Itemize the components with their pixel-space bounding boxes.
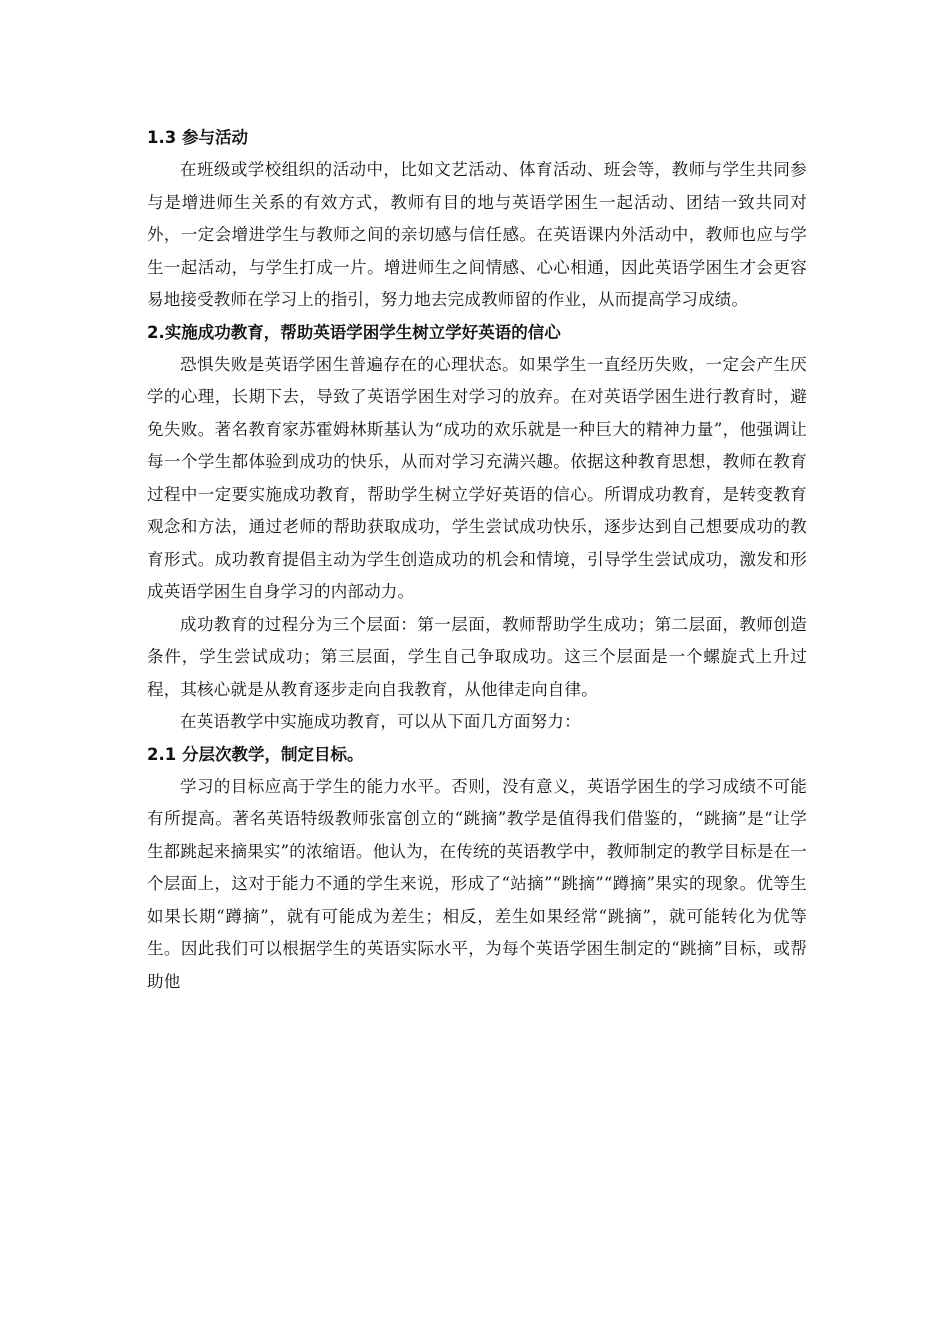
paragraph-three-levels: 成功教育的过程分为三个层面：第一层面，教师帮助学生成功；第二层面，教师创造条件，学生尝试成功；第三层面，学生自己争取成功。这三个层面是一个螺旋式上升过程，其核心就是从教育逐步走向自我教育，从他律走向自律。 [147, 614, 807, 699]
paragraph-activities: 在班级或学校组织的活动中，比如文艺活动、体育活动、班会等，教师与学生共同参与是增进师生关系的有效方式，教师有目的地与英语学困生一起活动、团结一致共同对外，一定会增进学生与教师之间的亲切感与信任感。在英语课内外活动中，教师也应与学生一起活动，与学生打成一片。增进师生之间情感、心心相通，因此英语学困生才会更容易地接受教师在学习上的指引，努力地去完成教师留的作业，从而提高学习成绩。 [147, 160, 807, 309]
paragraph-layered-teaching: 学习的目标应高于学生的能力水平。否则，没有意义，英语学困生的学习成绩不可能有所提高。著名英语特级教师张富创立的“跳摘”教学是值得我们借鉴的，“跳摘”是“让学生都跳起来摘果实”的浓缩语。他认为，在传统的英语教学中，教师制定的教学目标是在一个层面上，这对于能力不通的学生来说，形成了“站摘”“跳摘”“蹲摘”果实的现象。优等生如果长期“蹲摘”，就有可能成为差生；相反，差生如果经常“跳摘”，就可能转化为优等生。因此我们可以根据学生的英语实际水平，为每个英语学困生制定的“跳摘”目标，或帮助他 [147, 776, 807, 991]
paragraph-fear-of-failure: 恐惧失败是英语学困生普遍存在的心理状态。如果学生一直经历失败，一定会产生厌学的心理，长期下去，导致了英语学困生对学习的放弃。在对英语学困生进行教育时，避免失败。著名教育家苏霍姆林斯基认为“成功的欢乐就是一种巨大的精神力量”，他强调让每一个学生都体验到成功的快乐，从而对学习充满兴趣。依据这种教育思想，教师在教育过程中一定要实施成功教育，帮助学生树立学好英语的信心。所谓成功教育，是转变教育观念和方法，通过老师的帮助获取成功，学生尝试成功快乐，逐步达到自己想要成功的教育形式。成功教育提倡主动为学生创造成功的机会和情境，引导学生尝试成功，激发和形成英语学困生自身学习的内部动力。 [147, 354, 807, 601]
document-body [147, 122, 807, 998]
section-heading-2: 2.实施成功教育，帮助英语学困学生树立学好英语的信心 [147, 322, 561, 342]
paragraph-efforts-intro: 在英语教学中实施成功教育，可以从下面几方面努力： [180, 712, 581, 731]
section-heading-2-1: 2.1 分层次教学，制定目标。 [147, 744, 364, 764]
section-heading-1-3: 1.3 参与活动 [147, 128, 248, 147]
